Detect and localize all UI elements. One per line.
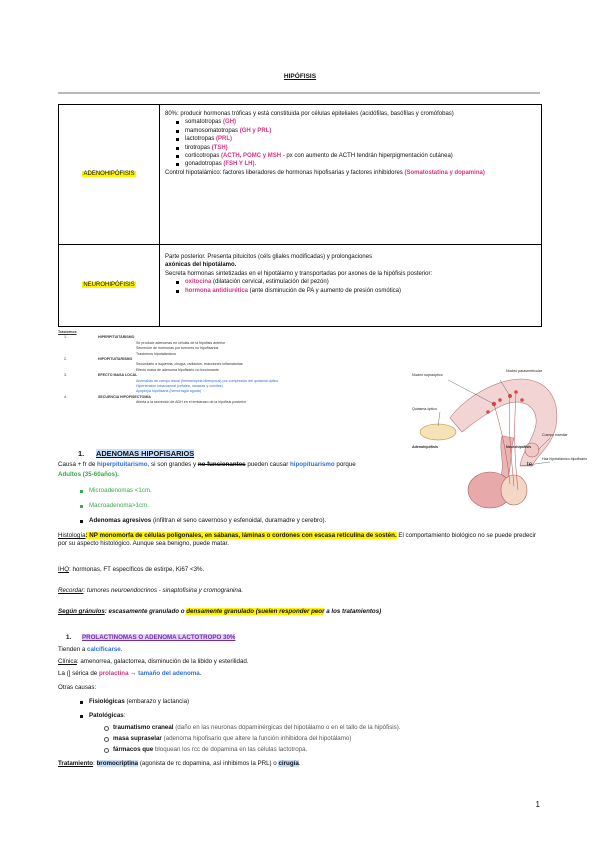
- table-row-adeno: [59, 105, 542, 245]
- adenomas-number: 1.: [78, 449, 85, 458]
- trastorno-subitem: Secundario a isquemia, cirugía, radiación, reacciones inflamatorias: [136, 362, 243, 367]
- trastorno-subitem: Efecto masa de adenoma hipofisario no funcionante: [136, 367, 219, 372]
- neuro-label: NEUROHIPÓFISIS: [83, 282, 135, 289]
- adeno-control-text: Control hipotalámico: factores liberadores de hormonas hipofisarias y factores inhibidores: [165, 169, 403, 176]
- trat-a: :: [93, 760, 97, 767]
- fisio-label: Fisiológicas: [89, 698, 125, 705]
- recordar-text: : tumores neuroendocrinos - sinaptofisina y cromogranina.: [83, 587, 244, 594]
- hormone-desc: (ante disminución de PA y aumento de presión osmótica): [248, 287, 401, 294]
- level-b: prolactina: [98, 670, 129, 677]
- adeno-cell-item: [185, 118, 536, 126]
- cell-type-extra: - px con aumento de ACTH tendrán hiperpigmentación cutánea): [281, 153, 453, 160]
- histologia-paragraph: [58, 532, 544, 548]
- adenomas-cause: [58, 461, 388, 469]
- level-e: .: [199, 670, 202, 677]
- adenoma-types: [89, 487, 389, 532]
- calcify-a: Tienden a: [58, 646, 88, 653]
- trastorno-number: 3.: [64, 373, 67, 378]
- cause-g: porque: [334, 461, 356, 468]
- trastorno-title: HIPERPITUITARISMO: [98, 335, 135, 340]
- histo-label: Histología: [58, 532, 86, 539]
- cell-type-hormone: (ACTH, POMC y MSH: [221, 153, 282, 160]
- clinica-text: : amenorrea, galactorrea, disminución de la libido y esterilidad.: [76, 658, 249, 665]
- fisiologicas-item: [89, 698, 189, 706]
- hormone-name: oxitocina: [185, 279, 212, 286]
- adeno-cell-item: [185, 152, 536, 160]
- trastorno-title: HIPOPITUITARISMO: [98, 357, 133, 362]
- pato-label: Patológicas: [89, 712, 124, 719]
- cause-e: pueden causar: [245, 461, 290, 468]
- adeno-cell-item: [185, 160, 536, 168]
- trastorno-number: 2.: [64, 357, 67, 362]
- adenomas-cause-tail: te.: [527, 461, 534, 468]
- label-tract: Haz hipotalámico-hipofisario: [542, 457, 588, 461]
- trastorno-number: 4.: [64, 394, 67, 399]
- adenoma-type-rest: (infiltran el seno cavernoso y esfenoidal, duramadre y cerebro).: [151, 517, 327, 524]
- cause-bold: traumatismo craneal: [113, 724, 174, 731]
- cause-d: no funcionantes: [197, 461, 246, 468]
- pituitary-diagram: [410, 366, 588, 514]
- page-number: 1: [535, 800, 540, 809]
- adenoma-type-name: Microadenomas <1cm.: [89, 487, 152, 494]
- neuro-line3: Secreta hormonas sintetizadas en el hipotálamo y transportadas por axones de la hipófisis posterior:: [165, 270, 433, 277]
- ihq-line: [58, 566, 204, 574]
- neuro-line2: axónicas del hipotálamo.: [165, 262, 237, 269]
- trastorno-subitem: Afecta a la secreción de ADH en el embarazo de la hipófisis posterior: [136, 400, 247, 405]
- table-row-neuro: [59, 245, 542, 327]
- histo-rest: El comportamiento biológico no se puede predecir por su aspecto histológico. Aunque sea benigno, puede matar.: [58, 532, 536, 547]
- cause-bold: masa supraselar: [113, 735, 162, 742]
- prolact-level: [58, 670, 201, 678]
- neurohypophysis-shape: [501, 475, 527, 505]
- trastorno-subitem: Apoplejía hipofisaria (hemorragia aguda): [136, 389, 201, 394]
- trastorno-subitem: Hipertensión intracraneal (cefalea, náuseas y vómitos): [136, 384, 223, 389]
- adenomas-heading: [78, 449, 194, 458]
- level-a: La (] sérica de: [58, 670, 99, 677]
- neuro-hormone-item: [185, 287, 536, 295]
- adeno-cell-item: [185, 127, 536, 135]
- cell-type-name: lactotropas: [185, 136, 215, 143]
- optic-chiasm-shape: [420, 424, 456, 440]
- label-neurohypophysis: Neurohipófisis: [506, 445, 532, 449]
- label-optic-chiasm: Quiasma óptico: [412, 407, 437, 411]
- ihq-text: : hormonas, FT específicos de estirpe, Ki67 <3%.: [69, 566, 205, 573]
- trastorno-subitem: Anomalías de campo visual (hemianopsia bitemporal) por compresión del quiasma óptico: [136, 378, 279, 383]
- cell-type-hormone: (GH): [223, 119, 237, 126]
- neuro-line1: Parte posterior. Presenta pituicitos (céls gliales modificadas) y prolongaciones: [165, 254, 373, 260]
- trat-drug: bromocriptina: [96, 760, 139, 767]
- prolact-heading: [66, 634, 235, 641]
- label-adenohypophysis: Adenohipófisis: [412, 445, 438, 449]
- patologicas-item: [89, 712, 125, 720]
- patologica-cause: [113, 735, 533, 743]
- adenoma-type-item: [89, 487, 389, 495]
- label-paraventricular: Núcleo paraventricular: [506, 369, 542, 373]
- granulos-a: : escasamente granulado o: [104, 608, 187, 615]
- cell-type-name: somatotropas: [185, 119, 222, 126]
- cell-type-name: mamosomatotropas: [185, 127, 239, 134]
- trastorno-subitem: Se produce adenomas en células de la hipófisis anterior: [136, 340, 226, 345]
- adeno-cell-list: [165, 118, 536, 168]
- level-c: →: [128, 670, 139, 677]
- trastorno-title: EFECTO MASA LOCAL: [98, 373, 138, 378]
- trat-e: .: [298, 760, 301, 767]
- cell-type-hormone: (TSH): [211, 144, 228, 151]
- label-mammillary: Cuerpo mamilar: [542, 433, 568, 437]
- cell-type-extra: .: [254, 161, 257, 168]
- patologicas-list: [113, 724, 533, 757]
- pato-colon: :: [123, 712, 126, 719]
- granulos-highlight: densamente granulado (suelen responder peor: [186, 608, 325, 615]
- label-supraoptic: Núcleo supraóptico: [412, 373, 443, 377]
- adenomas-title: ADENOMAS HIPOFISARIOS: [96, 449, 195, 458]
- granulos-label: Según gránulos: [58, 608, 105, 615]
- neuro-content-cell: [160, 245, 542, 327]
- histo-highlight: : NP monomorfa de células poligonales, en sábanas, láminas o cordones con escasa reticulina de sostén.: [85, 532, 397, 539]
- level-d: tamaño del adenoma: [138, 670, 200, 677]
- title-divider: [58, 92, 540, 94]
- adenoma-type-name: Macroadenoma>1cm.: [89, 502, 150, 509]
- cause-detail: (daño en las neuronas dopaminérgicas del hipotálamo o en el tallo de la hipófisis).: [173, 724, 401, 731]
- prolact-title: PROLACTINOMAS O ADENOMA LACTOTROPO 30%: [82, 634, 236, 641]
- pituitary-table: [58, 104, 542, 327]
- adeno-label: ADENOHIPÓFISIS: [83, 171, 135, 178]
- adeno-content-cell: [160, 105, 542, 245]
- adeno-label-cell: [59, 105, 160, 245]
- calcify-b: calcificarse: [87, 646, 121, 653]
- cause-b: hiperpituitarismo: [97, 461, 148, 468]
- otras-causas: Otras causas:: [58, 684, 97, 691]
- cell-type-hormone: (FSH Y LH): [223, 161, 255, 168]
- adenoma-type-item: [89, 517, 389, 525]
- cause-detail: bloquean los rcc de dopamina en las células lactotropa.: [153, 746, 308, 753]
- recordar-label: Recordar: [58, 587, 84, 594]
- trat-c: (agonista de rc dopamina, así inhibimos la PRL) o: [138, 760, 279, 767]
- infundibulum-shape: [500, 436, 514, 478]
- neuro-label-cell: [59, 245, 160, 327]
- tratamiento-line: [58, 760, 301, 768]
- trastorno-number: 1.: [64, 335, 67, 340]
- adeno-cell-item: [185, 144, 536, 152]
- cause-c: , si son grandes y: [147, 461, 198, 468]
- adeno-control: [165, 169, 536, 177]
- granulos-c: a los tratamientos): [324, 608, 382, 615]
- trastornos-block: [58, 330, 358, 406]
- adeno-cell-item: [185, 135, 536, 143]
- granulos-line: [58, 608, 381, 616]
- patologica-cause: [113, 724, 533, 732]
- patologica-cause: [113, 746, 533, 754]
- cell-type-name: corticotropas: [185, 153, 220, 160]
- adenoma-type-name: Adenomas agresivos: [89, 517, 152, 524]
- fisio-text: (embarazo y lactancia): [124, 698, 190, 705]
- adeno-intro: 80%: producir hormonas tróficas y está constituida por células epiteliales (acidófilas, basófilas y cromófobas): [165, 111, 454, 117]
- trat-label: Tratamiento: [58, 760, 94, 767]
- trastorno-subitem: Trastornos hipotalámicos: [136, 351, 177, 356]
- page-title: HIPÓFISIS: [283, 73, 317, 80]
- cell-type-name: gonadotropas: [185, 161, 222, 168]
- ihq-label: IHQ: [58, 566, 70, 573]
- adenomas-age: Adultos (35-60años).: [58, 471, 119, 478]
- prolact-calcify: [58, 646, 122, 654]
- pituitary-figure: [410, 366, 588, 514]
- trastornos-list: [58, 335, 358, 405]
- cell-type-name: tirotropas: [185, 144, 211, 151]
- neuro-hormone-item: [185, 278, 536, 286]
- cause-bold: fármacos que: [113, 746, 154, 753]
- cause-a: Causa + fr de: [58, 461, 98, 468]
- adenoma-type-item: [89, 502, 389, 510]
- cause-detail: (adenoma hipofisario que altere la función inhibidora del hipotálamo): [161, 735, 352, 742]
- cause-f: hipopituarismo: [289, 461, 335, 468]
- trastornos-heading: Trastornos: [58, 330, 77, 334]
- hormone-name: hormona antidiurética: [185, 287, 249, 294]
- hormone-desc: (dilatación cervical, estimulación del pezón): [211, 279, 329, 286]
- prolact-number: 1.: [66, 634, 72, 641]
- adeno-control-inhibitors: (Somatostatina y dopamina): [404, 169, 485, 176]
- cell-type-hormone: (PRL): [216, 136, 233, 143]
- trastorno-subitem: Secreción de hormonas por tumores no hipofisarios: [136, 346, 219, 351]
- prolact-clinica: [58, 658, 249, 666]
- calcify-c: .: [120, 646, 123, 653]
- cell-type-hormone: (GH y PRL): [239, 127, 272, 134]
- recordar-line: [58, 587, 243, 595]
- trat-surgery: cirugía: [278, 760, 299, 767]
- trastorno-title: SECUENCIA HIPOFISECTOMÍA: [98, 394, 151, 399]
- neuro-hormone-list: [165, 278, 536, 295]
- clinica-label: Clínica: [58, 658, 77, 665]
